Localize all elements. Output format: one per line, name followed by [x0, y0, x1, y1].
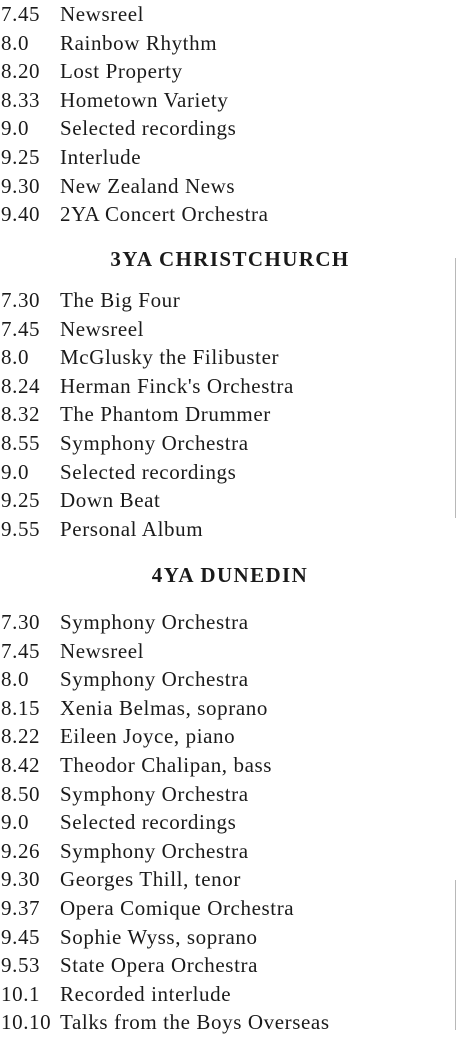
section-2ya-continued	[0, 0, 460, 229]
programme-time: 10.1	[1, 981, 41, 1006]
programme-title: 2YA Concert Orchestra	[60, 202, 269, 227]
programme-title: Lost Property	[60, 59, 183, 84]
programme-time: 8.42	[1, 752, 41, 777]
programme-time: 8.24	[1, 373, 41, 398]
section-3ya-christchurch	[0, 286, 460, 543]
programme-time: 8.20	[1, 59, 41, 84]
programme-item	[0, 665, 460, 694]
programme-time: 9.55	[1, 516, 41, 541]
programme-item	[0, 608, 460, 637]
programme-item	[0, 172, 460, 201]
programme-time: 9.45	[1, 924, 41, 949]
programme-item	[0, 114, 460, 143]
programme-item	[0, 143, 460, 172]
programme-title: Symphony Orchestra	[60, 838, 249, 863]
programme-title: Herman Finck's Orchestra	[60, 373, 294, 398]
programme-item	[0, 808, 460, 837]
programme-time: 8.33	[1, 87, 41, 112]
programme-title: Xenia Belmas, soprano	[60, 695, 268, 720]
programme-item	[0, 694, 460, 723]
programme-time: 8.0	[1, 667, 30, 692]
programme-time: 7.45	[1, 316, 41, 341]
programme-title: Georges Thill, tenor	[60, 867, 241, 892]
programme-time: 8.50	[1, 781, 41, 806]
programme-title: Recorded interlude	[60, 981, 232, 1006]
programme-title: Selected recordings	[60, 116, 237, 141]
programme-item	[0, 637, 460, 666]
programme-title: The Big Four	[60, 288, 181, 312]
programme-time: 9.26	[1, 838, 41, 863]
programme-title: Newsreel	[60, 2, 145, 26]
programme-item	[0, 515, 460, 544]
programme-title: Sophie Wyss, soprano	[60, 924, 258, 949]
programme-title: Talks from the Boys Overseas	[60, 1010, 330, 1035]
programme-time: 8.55	[1, 430, 41, 455]
programme-item	[0, 400, 460, 429]
programme-title: Selected recordings	[60, 810, 237, 835]
programme-time: 9.30	[1, 867, 41, 892]
programme-item	[0, 951, 460, 980]
station-heading-4ya: 4YA DUNEDIN	[151, 563, 309, 587]
programme-item	[0, 1008, 460, 1037]
programme-time: 9.30	[1, 173, 41, 198]
programme-title: New Zealand News	[60, 173, 236, 198]
programme-item	[0, 751, 460, 780]
column-rule	[455, 880, 456, 1030]
programme-time: 7.45	[1, 2, 41, 26]
station-heading-3ya: 3YA CHRISTCHURCH	[110, 247, 350, 271]
programme-item	[0, 286, 460, 315]
programme-time: 7.45	[1, 638, 41, 663]
programme-time: 7.30	[1, 610, 41, 634]
programme-time: 9.40	[1, 202, 41, 227]
programme-title: The Phantom Drummer	[60, 402, 271, 427]
programme-title: Newsreel	[60, 316, 145, 341]
section-4ya-dunedin	[0, 608, 460, 1037]
programme-time: 8.0	[1, 345, 30, 370]
programme-item	[0, 722, 460, 751]
programme-time: 8.0	[1, 30, 30, 55]
programme-title: Symphony Orchestra	[60, 610, 249, 634]
programme-time: 8.22	[1, 724, 41, 749]
programme-item	[0, 980, 460, 1009]
programme-item	[0, 86, 460, 115]
programme-title: Opera Comique Orchestra	[60, 895, 295, 920]
programme-item	[0, 780, 460, 809]
programme-title: Theodor Chalipan, bass	[60, 752, 273, 777]
programme-item	[0, 57, 460, 86]
programme-title: McGlusky the Filibuster	[60, 345, 280, 370]
programme-item	[0, 200, 460, 229]
programme-item	[0, 29, 460, 58]
programme-item	[0, 458, 460, 487]
programme-time: 9.53	[1, 953, 41, 978]
programme-time: 7.30	[1, 288, 41, 312]
programme-title: Symphony Orchestra	[60, 781, 249, 806]
programme-item	[0, 372, 460, 401]
programme-title: Symphony Orchestra	[60, 667, 249, 692]
programme-item	[0, 923, 460, 952]
programme-item	[0, 486, 460, 515]
programme-item	[0, 0, 460, 29]
programme-title: Selected recordings	[60, 459, 237, 484]
programme-time: 10.10	[1, 1010, 52, 1035]
programme-item	[0, 865, 460, 894]
programme-title: Newsreel	[60, 638, 145, 663]
programme-item	[0, 837, 460, 866]
programme-time: 8.15	[1, 695, 41, 720]
programme-time: 9.25	[1, 144, 41, 169]
programme-time: 9.0	[1, 459, 30, 484]
programme-item	[0, 429, 460, 458]
programme-title: Rainbow Rhythm	[60, 30, 218, 55]
programme-title: Symphony Orchestra	[60, 430, 249, 455]
programme-time: 9.0	[1, 810, 30, 835]
programme-title: State Opera Orchestra	[60, 953, 259, 978]
programme-title: Hometown Variety	[60, 87, 229, 112]
programme-time: 9.37	[1, 895, 41, 920]
column-rule	[455, 258, 456, 518]
programme-item	[0, 894, 460, 923]
programme-title: Down Beat	[60, 488, 161, 513]
programme-item	[0, 315, 460, 344]
programme-title: Personal Album	[60, 516, 204, 541]
programme-time: 8.32	[1, 402, 41, 427]
programme-time: 9.25	[1, 488, 41, 513]
programme-title: Interlude	[60, 144, 142, 169]
programme-title: Eileen Joyce, piano	[60, 724, 236, 749]
programme-item	[0, 343, 460, 372]
programme-time: 9.0	[1, 116, 30, 141]
